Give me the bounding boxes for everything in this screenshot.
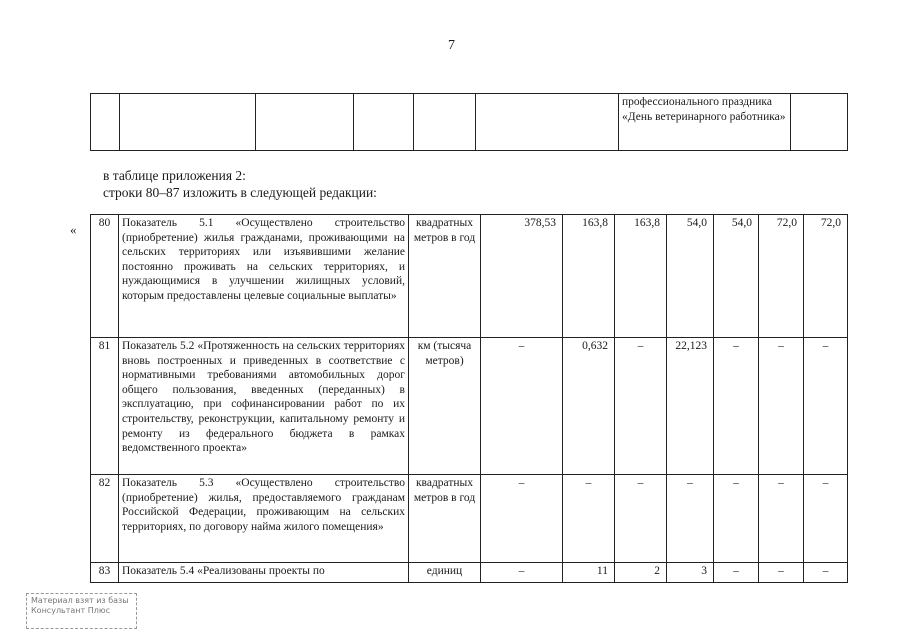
value-cell: –	[481, 475, 563, 563]
empty-cell	[120, 94, 256, 151]
empty-cell	[91, 94, 120, 151]
value-cell: –	[615, 475, 667, 563]
empty-cell	[354, 94, 414, 151]
value-cell: 0,632	[563, 338, 615, 475]
unit-of-measure: км (тысяча метров)	[409, 338, 481, 475]
value-cell: –	[563, 475, 615, 563]
value-cell: –	[615, 338, 667, 475]
table-row	[91, 338, 848, 475]
instruction-line: в таблице приложения 2:	[103, 168, 246, 183]
unit-of-measure: квадратных метров в год	[409, 215, 481, 338]
value-cell: 54,0	[667, 215, 714, 338]
row-number: 83	[91, 563, 119, 583]
row-number: 81	[91, 338, 119, 475]
value-cell: –	[759, 563, 804, 583]
unit-of-measure: единиц	[409, 563, 481, 583]
instruction-line: строки 80–87 изложить в следующей редакции:	[103, 185, 377, 200]
indicator-description: Показатель 5.1 «Осуществлено строительство (приобретение) жилья гражданами, проживающими на сельских территориях или изъявившими желание постоянно проживать на сельских территориях, и нуждающимися в улучшении жилищных условий, которым предоставлены целевые социальные выплаты»	[119, 215, 409, 338]
row-number: 80	[91, 215, 119, 338]
empty-cell	[791, 94, 848, 151]
indicator-description: Показатель 5.2 «Протяженность на сельских территориях вновь построенных и приведенных в соответствие с нормативными требованиями автомобильных дорог общего пользования, введенных (переданных) в эксплуатацию, при софинансировании работ по их строительству, реконструкции, капитальному ремонту и ремонту из федерального бюджета в рамках ведомственного проекта»	[119, 338, 409, 475]
value-cell: –	[714, 563, 759, 583]
value-cell: –	[667, 475, 714, 563]
indicators-table	[90, 214, 848, 583]
value-cell: –	[804, 338, 848, 475]
value-cell: –	[481, 563, 563, 583]
value-cell: 11	[563, 563, 615, 583]
value-cell: –	[759, 475, 804, 563]
value-cell: –	[759, 338, 804, 475]
table-row	[91, 475, 848, 563]
empty-cell	[414, 94, 476, 151]
indicator-description: Показатель 5.4 «Реализованы проекты по	[119, 563, 409, 583]
table-row	[91, 563, 848, 583]
value-cell: –	[714, 338, 759, 475]
table-row	[91, 215, 848, 338]
empty-cell	[476, 94, 619, 151]
value-cell: –	[804, 563, 848, 583]
value-cell: 72,0	[804, 215, 848, 338]
value-cell: 2	[615, 563, 667, 583]
continuation-table	[90, 93, 848, 151]
page-number: 7	[448, 38, 455, 53]
value-cell: 72,0	[759, 215, 804, 338]
continued-text-cell: профессионального праздника «День ветеринарного работника»	[619, 94, 791, 151]
row-number: 82	[91, 475, 119, 563]
value-cell: 22,123	[667, 338, 714, 475]
unit-of-measure: квадратных метров в год	[409, 475, 481, 563]
database-stamp: Материал взят из базы Консультант Плюс	[26, 593, 137, 629]
value-cell: 163,8	[615, 215, 667, 338]
value-cell: –	[804, 475, 848, 563]
empty-cell	[256, 94, 354, 151]
open-quote: «	[70, 222, 77, 237]
value-cell: 163,8	[563, 215, 615, 338]
value-cell: 3	[667, 563, 714, 583]
value-cell: –	[714, 475, 759, 563]
value-cell: 54,0	[714, 215, 759, 338]
value-cell: –	[481, 338, 563, 475]
indicator-description: Показатель 5.3 «Осуществлено строительство (приобретение) жилья, предоставляемого гражданам Российской Федерации, проживающим на сельских территориях, по договору найма жилого помещения»	[119, 475, 409, 563]
value-cell: 378,53	[481, 215, 563, 338]
